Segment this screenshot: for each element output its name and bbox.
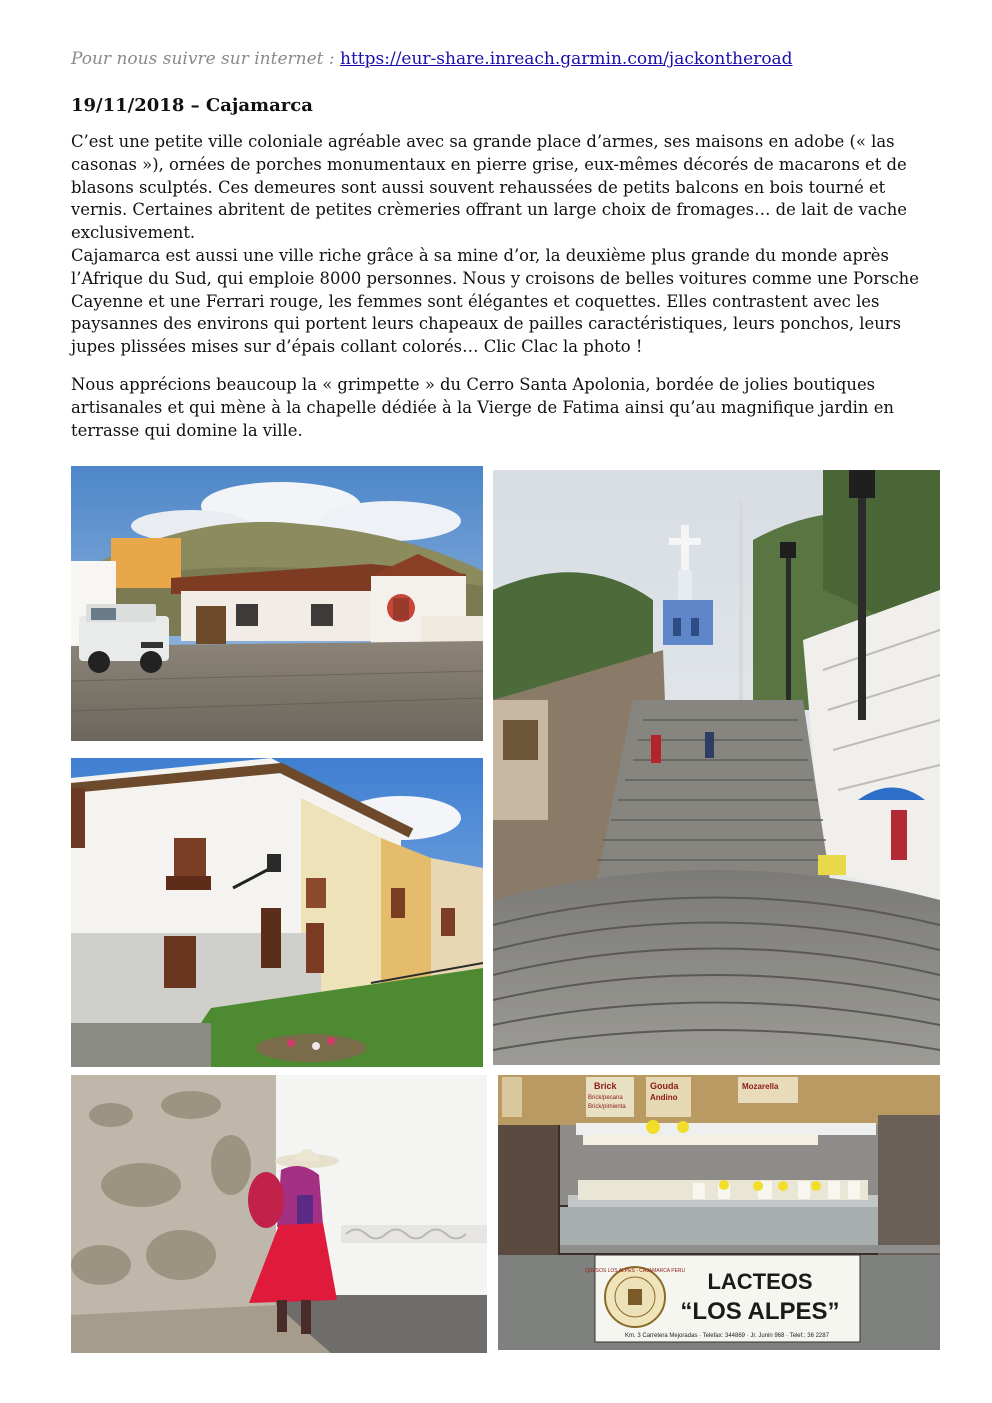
- follow-line: [71, 49, 793, 69]
- label-gouda: Gouda: [650, 1081, 679, 1091]
- sign-logo-text: QUESOS LOS ALPES · CAJAMARCA PERU: [584, 1268, 686, 1274]
- photo-colonial-street: [71, 758, 483, 1067]
- entry-paragraph-1a: C’est une petite ville coloniale agréable avec sa grande place d’armes, ses maisons en adobe (« las casonas »), ornées de porches monumentaux en pierre grise, eux-mêmes décorés de macarons et de blasons sculptés. Ces demeures sont aussi souvent rehaussées de petits balcons en bois tourné et vernis. Certaines abritent de petites crèmeries offrant un large choix de fromages… de lait de vache exclusivement.: [71, 132, 908, 243]
- sign-los-alpes: “LOS ALPES”: [680, 1298, 840, 1325]
- label-brick-pecana: Brick/pecana: [588, 1095, 623, 1101]
- tracking-link[interactable]: https://eur-share.inreach.garmin.com/jackontheroad: [340, 49, 793, 69]
- entry-paragraph-1b: Cajamarca est aussi une ville riche grâce à sa mine d’or, la deuxième plus grande du monde après l’Afrique du Sud, qui emploie 8000 personnes. Nous y croisons de belles voitures comme une Porsche Cayenne et une Ferrari rouge, les femmes sont élégantes et coquettes. Elles contrastent avec les paysannes des environs qui portent leurs chapeaux de pailles caractéristiques, leurs ponchos, leurs jupes plissées mises sur d’épais collant colorés… Clic Clac la photo !: [71, 245, 919, 357]
- entry-paragraph-2: Nous apprécions beaucoup la « grimpette » du Cerro Santa Apolonia, bordée de jolies boutiques artisanales et qui mène à la chapelle dédiée à la Vierge de Fatima ainsi qu’au magnifique jardin en terrasse qui domine la ville.: [71, 375, 894, 440]
- photo-courtyard-with-4x4: [71, 466, 483, 741]
- sign-address: Km. 3 Carretera Mejoradas · Telefax: 344869 · Jr. Junin 968 · Telef.: 36 2287: [625, 1333, 829, 1339]
- entry-date-title: 19/11/2018 – Cajamarca: [71, 95, 313, 116]
- entry-paragraph-1: [71, 131, 941, 359]
- sign-lacteos: LACTEOS: [707, 1269, 813, 1294]
- label-brick-pimienta: Brick/pimienta: [588, 1104, 626, 1110]
- photo-woman-traditional-dress: [71, 1075, 487, 1353]
- follow-label: Pour nous suivre sur internet :: [71, 49, 341, 69]
- photo-santa-apolonia-stairs: [493, 470, 940, 1065]
- photo-cheese-shop-los-alpes: [498, 1075, 940, 1350]
- label-brick: Brick: [594, 1081, 617, 1091]
- label-mozarella: Mozarella: [742, 1082, 779, 1091]
- label-andino: Andino: [650, 1093, 678, 1102]
